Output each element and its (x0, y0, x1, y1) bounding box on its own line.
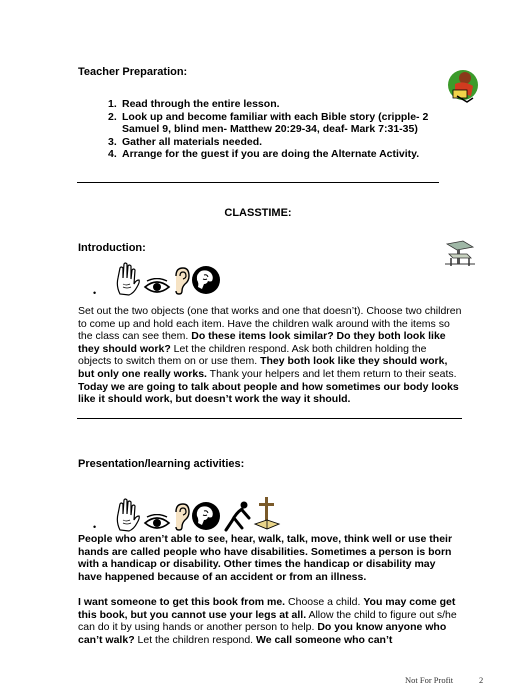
presentation-paragraph-2: I want someone to get this book from me. Choose a child. You may come get this book, but you cannot use your legs at all. Allow the child to figure out s/he can do it by using hands or another person to help. Do you know anyone who can’t walk? Let the children respond. We call someone who can’t (78, 596, 457, 646)
presentation-bullet: • (93, 522, 97, 532)
teacher-reading-icon (443, 66, 479, 106)
divider-1 (77, 182, 439, 183)
intro-bullet: • (93, 288, 97, 298)
introduction-paragraph: Set out the two objects (one that works and one that doesn’t). Choose two children to come up and hold each item. Have the children walk around with the items so the class can see them. Do these items look similar? Do they both look like they should work? Let the children respond. Ask both children holding the objects to switch them on or use them. They both look like they should work, but only one really works. Thank your helpers and let them return to their seats. Today we are going to talk about people and how sometimes our body looks like it should work, but doesn’t work the way it should. (78, 305, 462, 406)
ear-icon (172, 502, 190, 532)
eye-icon (143, 514, 171, 532)
teacher-prep-heading: Teacher Preparation: (78, 66, 188, 78)
divider-2 (77, 418, 462, 419)
introduction-heading: Introduction: (78, 242, 146, 254)
prep-item-2: 2. Look up and become familiar with each Bible story (cripple- 2 Samuel 9, blind men- Matthew 20:29-34, deaf- Mark 7:31-35) (108, 110, 429, 135)
stretching-person-icon (222, 500, 252, 532)
presentation-heading: Presentation/learning activities: (78, 458, 245, 470)
classtime-heading: CLASSTIME: (224, 207, 292, 219)
prep-item-4: 4. Arrange for the guest if you are doing the Alternate Activity. (108, 148, 420, 160)
cross-bible-icon (253, 496, 281, 532)
ear-icon (172, 266, 190, 296)
prep-item-3: 3. Gather all materials needed. (108, 135, 263, 148)
presentation-icon-row (114, 496, 281, 532)
presentation-paragraph-1: People who aren’t able to see, hear, walk, talk, move, think well or use their hands are called people who have disabilities. Sometimes a person is born with a handicap or disability. Other times the handicap or disability may have happened because of an accident or from an illness. (78, 533, 453, 583)
head-icon (191, 500, 221, 532)
school-desk-icon (443, 238, 477, 268)
head-icon (191, 264, 221, 296)
footer-text: Not For Profit (405, 675, 454, 685)
page-number: 2 (479, 675, 484, 685)
intro-icon-row (114, 262, 221, 296)
hand-icon (114, 262, 142, 296)
eye-icon (143, 278, 171, 296)
teacher-prep-list (108, 98, 448, 161)
hand-icon (114, 498, 142, 532)
prep-item-1: 1. Read through the entire lesson. (108, 98, 280, 110)
